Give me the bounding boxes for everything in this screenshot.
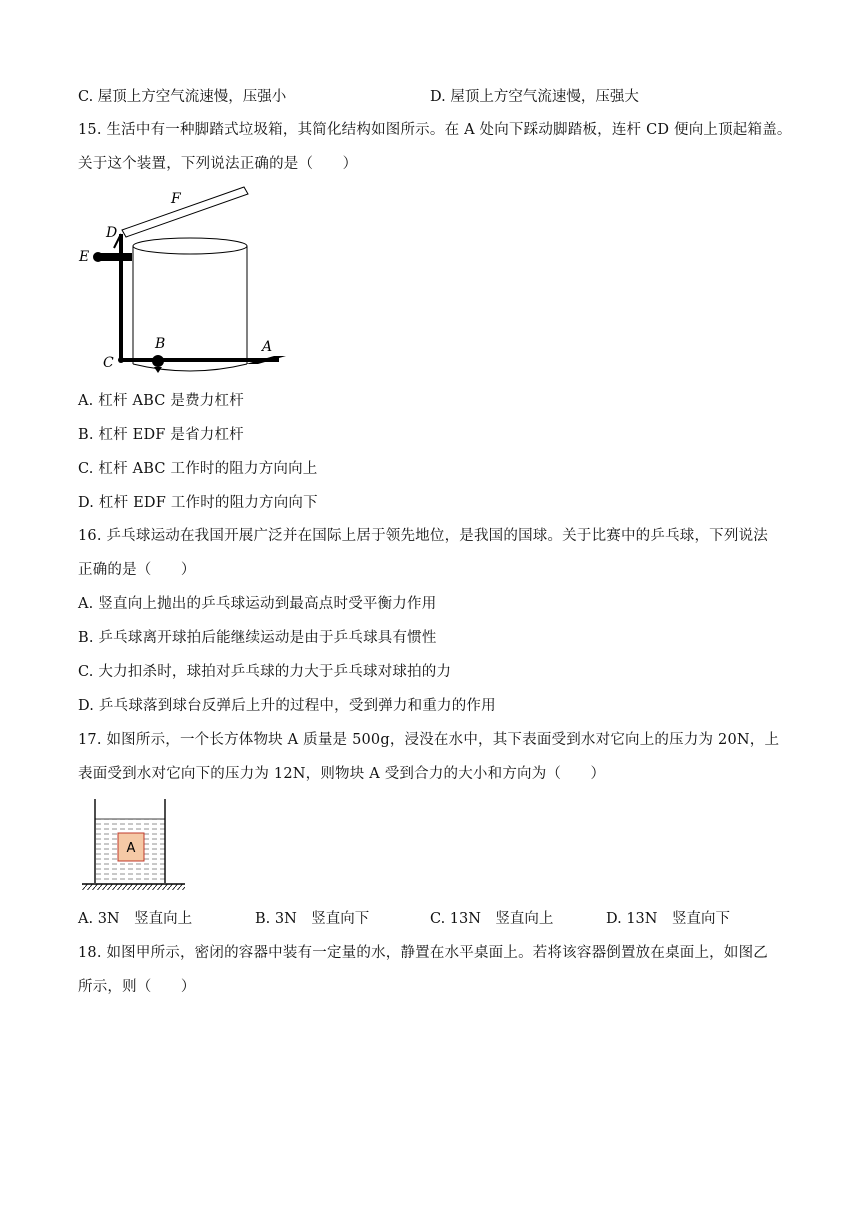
label-f: F <box>171 191 181 207</box>
q15-stem-line1: 15. 生活中有一种脚踏式垃圾箱，其简化结构如图所示。在 A 处向下踩动脚踏板，连杆 CD 便向上顶起箱盖。 <box>78 122 792 138</box>
q16-option-c: C. 大力扣杀时，球拍对乒乓球的力大于乒乓球对球拍的力 <box>78 664 452 680</box>
block-a-label: A <box>126 841 136 856</box>
q17-option-a: A. 3N 竖直向上 <box>78 911 193 927</box>
hinge-e-point <box>93 252 103 262</box>
label-a: A <box>262 339 273 355</box>
q16-option-a: A. 竖直向上抛出的乒乓球运动到最高点时受平衡力作用 <box>78 596 437 612</box>
q14-option-c: C. 屋顶上方空气流速慢，压强小 <box>78 89 287 105</box>
bin-bottom <box>133 364 247 371</box>
q15-option-a: A. 杠杆 ABC 是费力杠杆 <box>78 393 244 409</box>
q17-container-figure <box>80 797 190 897</box>
q16-option-d: D. 乒乓球落到球台反弹后上升的过程中，受到弹力和重力的作用 <box>78 698 496 714</box>
bin-rim <box>133 238 247 254</box>
q16-stem-line1: 16. 乒乓球运动在我国开展广泛并在国际上居于领先地位，是我国的国球。关于比赛中的乒乓球，下列说法 <box>78 528 768 544</box>
hinge-e-bar <box>98 253 132 261</box>
ground-hatch <box>82 884 185 890</box>
label-d: D <box>106 225 118 241</box>
q14-option-d: D. 屋顶上方空气流速慢，压强大 <box>430 89 639 105</box>
q15-option-b: B. 杠杆 EDF 是省力杠杆 <box>78 427 244 443</box>
q18-stem-line2: 所示，则（ ） <box>78 979 196 995</box>
label-b: B <box>155 336 166 352</box>
q16-stem-line2: 正确的是（ ） <box>78 562 196 578</box>
q18-stem-line1: 18. 如图甲所示，密闭的容器中装有一定量的水，静置在水平桌面上。若将该容器倒置放在桌面上，如图乙 <box>78 945 768 961</box>
q17-stem-line2: 表面受到水对它向下的压力为 12N，则物块 A 受到合力的大小和方向为（ ） <box>78 766 606 782</box>
q15-trash-bin-figure <box>76 184 291 380</box>
q17-stem-line1: 17. 如图所示，一个长方体物块 A 质量是 500g，浸没在水中，其下表面受到水对它向上的压力为 20N，上 <box>78 732 780 748</box>
q15-stem-line2: 关于这个装置，下列说法正确的是（ ） <box>78 156 358 172</box>
lever-abc <box>119 358 279 362</box>
label-e: E <box>79 249 90 265</box>
q15-option-d: D. 杠杆 EDF 工作时的阻力方向向下 <box>78 495 318 511</box>
pivot-b-base <box>154 367 162 373</box>
q17-option-d: D. 13N 竖直向下 <box>606 911 730 927</box>
q16-option-b: B. 乒乓球离开球拍后能继续运动是由于乒乓球具有惯性 <box>78 630 437 646</box>
pivot-b <box>152 355 164 367</box>
q17-option-b: B. 3N 竖直向下 <box>255 911 370 927</box>
q17-option-c: C. 13N 竖直向上 <box>430 911 554 927</box>
joint-c <box>118 357 124 363</box>
lid-edf <box>122 187 248 237</box>
label-c: C <box>103 355 114 371</box>
q15-option-c: C. 杠杆 ABC 工作时的阻力方向向上 <box>78 461 318 477</box>
